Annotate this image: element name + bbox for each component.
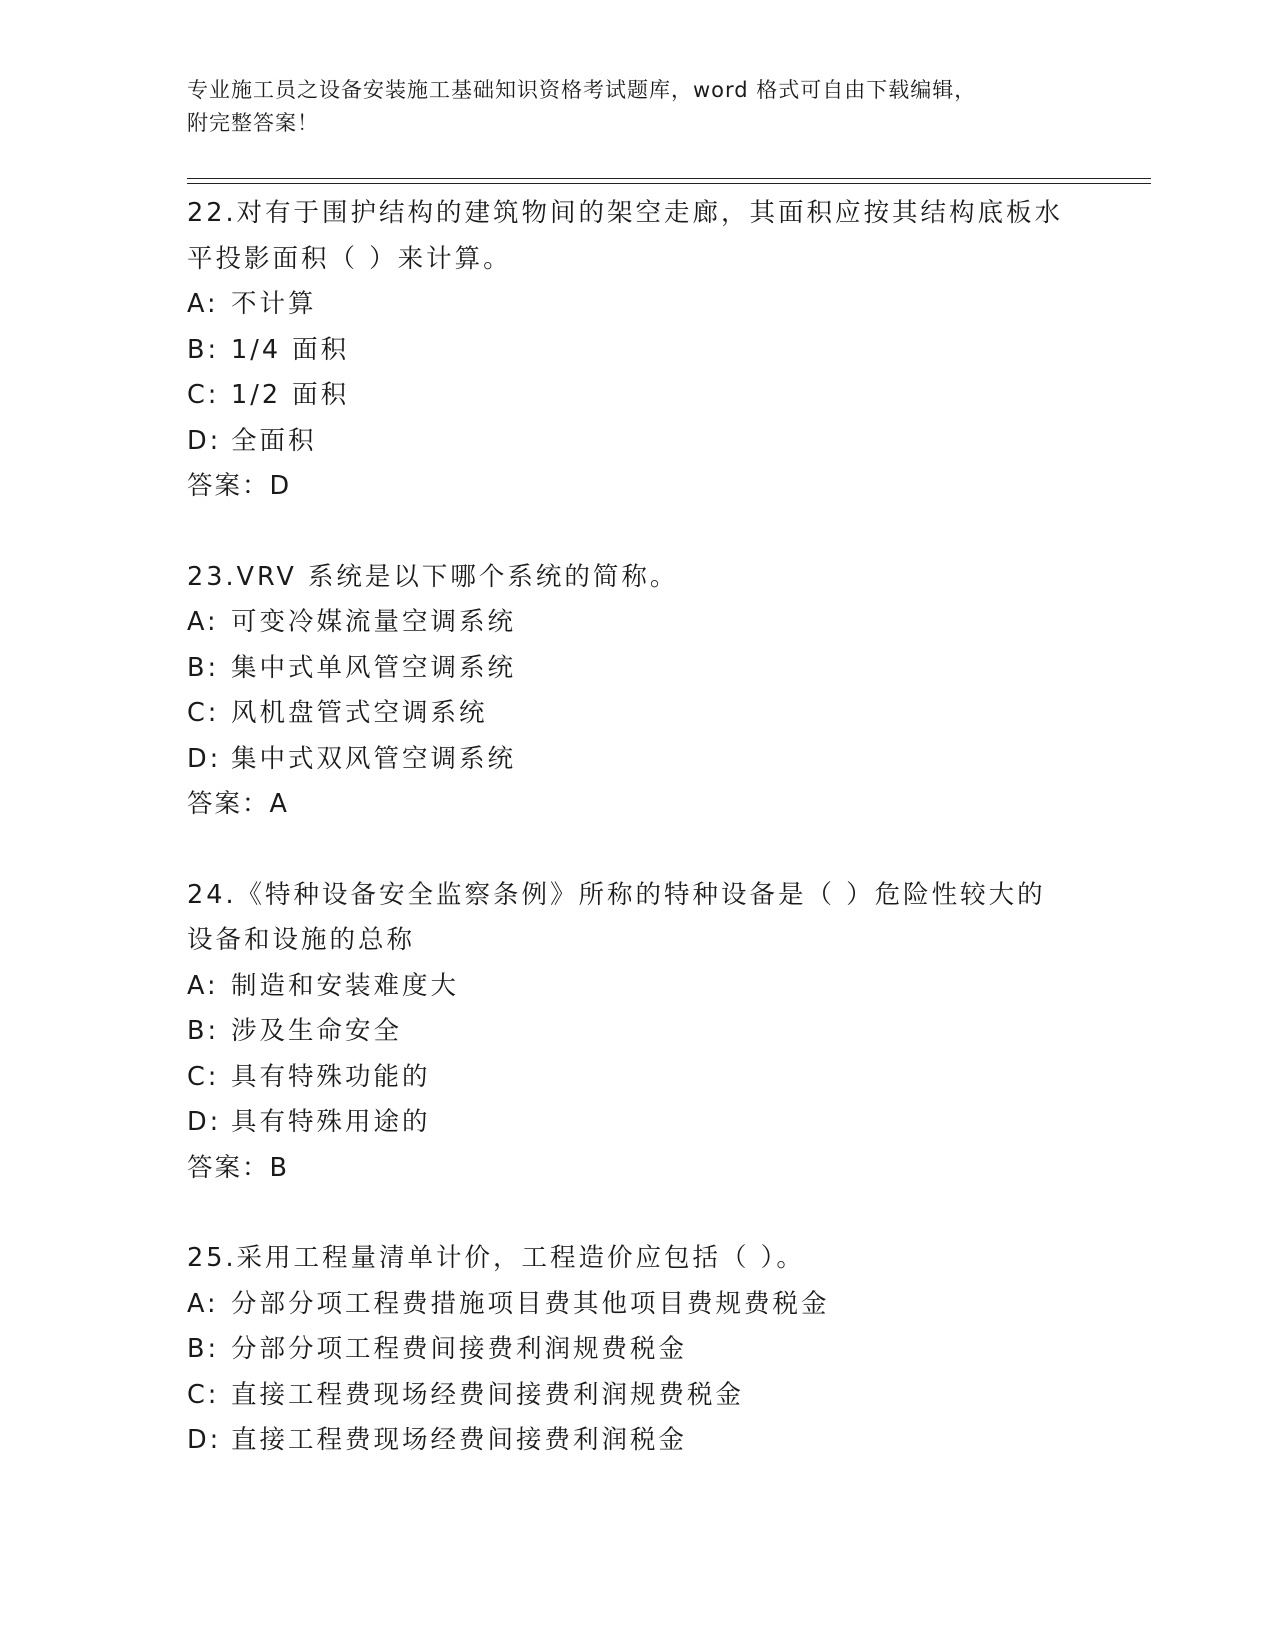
question-stem-line: 平投影面积（ ）来计算。 (187, 243, 512, 274)
header-divider-top (187, 178, 1151, 179)
option-c (187, 1055, 1107, 1101)
option-text: 具有特殊用途的 (231, 1107, 431, 1137)
option-text: 不计算 (231, 289, 317, 319)
option-letter: D: (187, 1425, 222, 1455)
option-c (187, 373, 1107, 419)
answer-line: 答案：D (187, 471, 292, 501)
option-a (187, 600, 1107, 646)
option-text: 风机盘管式空调系统 (231, 698, 488, 728)
question-stem-line: 23.VRV 系统是以下哪个系统的简称。 (187, 561, 679, 592)
option-letter: B: (187, 334, 220, 365)
option-a (187, 282, 1107, 328)
option-d (187, 419, 1107, 465)
question-stem (187, 191, 1107, 282)
option-text: 集中式双风管空调系统 (231, 743, 517, 774)
option-d (187, 1418, 1107, 1464)
question-stem-line: 24.《特种设备安全监察条例》所称的特种设备是（ ）危险性较大的 (187, 879, 1046, 910)
option-a (187, 1282, 1107, 1328)
question-24 (187, 873, 1107, 1192)
option-text: 可变冷媒流量空调系统 (231, 607, 517, 637)
option-text: 分部分项工程费措施项目费其他项目费规费税金 (231, 1288, 830, 1319)
option-b (187, 646, 1107, 692)
question-25 (187, 1236, 1107, 1464)
option-b (187, 328, 1107, 374)
option-text: 全面积 (231, 425, 317, 456)
question-stem-line: 22.对有于围护结构的建筑物间的架空走廊，其面积应按其结构底板水 (187, 198, 1064, 228)
option-text: 直接工程费现场经费间接费利润税金 (231, 1425, 688, 1455)
option-letter: A: (187, 1288, 219, 1319)
question-23 (187, 555, 1107, 828)
option-letter: A: (187, 289, 219, 319)
option-text: 具有特殊功能的 (231, 1061, 431, 1092)
option-text: 分部分项工程费间接费利润规费税金 (231, 1334, 688, 1364)
question-list (187, 191, 1107, 1509)
option-letter: C: (187, 1379, 220, 1410)
option-letter: C: (187, 698, 220, 728)
option-text: 1/4 面积 (231, 334, 350, 365)
header-line-2: 附完整答案！ (187, 111, 319, 135)
option-letter: D: (187, 743, 222, 774)
option-letter: D: (187, 425, 222, 456)
option-letter: A: (187, 970, 219, 1001)
answer-line: 答案：B (187, 1152, 289, 1183)
option-letter: C: (187, 1061, 220, 1092)
option-letter: B: (187, 652, 220, 683)
document-header (187, 74, 1087, 140)
question-stem (187, 555, 1107, 601)
option-letter: C: (187, 380, 220, 410)
option-c (187, 691, 1107, 737)
question-stem (187, 873, 1107, 964)
option-a (187, 964, 1107, 1010)
option-d (187, 1100, 1107, 1146)
option-text: 制造和安装难度大 (231, 970, 460, 1001)
question-stem (187, 1236, 1107, 1282)
option-text: 涉及生命安全 (231, 1016, 403, 1046)
option-letter: D: (187, 1107, 222, 1137)
option-letter: B: (187, 1334, 220, 1364)
option-d (187, 737, 1107, 783)
question-stem-line: 设备和设施的总称 (187, 925, 416, 955)
answer-line: 答案：A (187, 789, 289, 819)
header-divider-bottom (187, 183, 1151, 184)
option-text: 集中式单风管空调系统 (231, 652, 517, 683)
question-22 (187, 191, 1107, 510)
option-b (187, 1327, 1107, 1373)
option-text: 直接工程费现场经费间接费利润规费税金 (231, 1379, 745, 1410)
option-text: 1/2 面积 (231, 380, 350, 410)
option-c (187, 1373, 1107, 1419)
option-letter: B: (187, 1016, 220, 1046)
header-line-1: 专业施工员之设备安装施工基础知识资格考试题库，word 格式可自由下载编辑， (187, 78, 977, 102)
question-stem-line: 25.采用工程量清单计价，工程造价应包括（ ）。 (187, 1243, 805, 1273)
option-b (187, 1009, 1107, 1055)
option-letter: A: (187, 607, 219, 637)
